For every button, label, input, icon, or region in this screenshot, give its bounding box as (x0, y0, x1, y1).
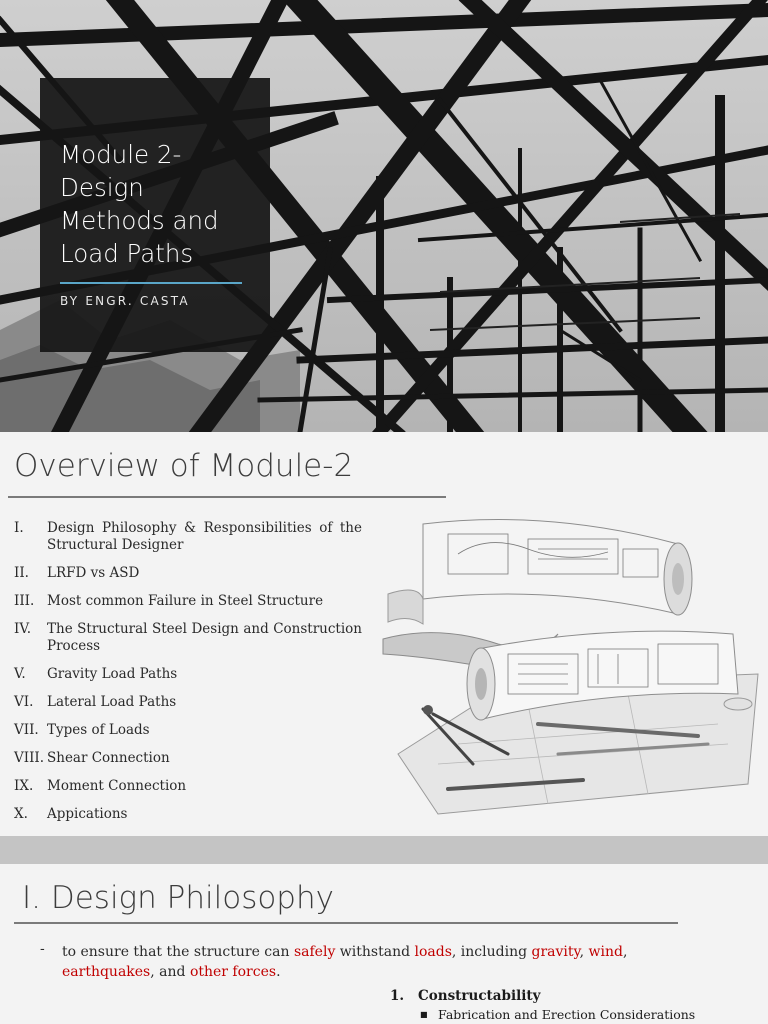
list-text: Gravity Load Paths (47, 666, 178, 682)
title-underline (8, 496, 446, 498)
list-text: LRFD vs ASD (47, 565, 140, 581)
list-text: Shear Connection (47, 750, 170, 766)
presentation-title (60, 138, 260, 270)
list-text: The Structural Steel Design and Construction Process (47, 621, 362, 654)
list-number: X. (14, 806, 28, 822)
overview-slide (0, 432, 768, 836)
text-run: . (276, 964, 281, 980)
title-line: Module 2- (60, 140, 182, 169)
title-line: Load Paths (60, 239, 194, 268)
dash-bullet: - (40, 941, 45, 957)
list-item (14, 593, 362, 610)
list-item (14, 621, 362, 655)
list-item (14, 722, 362, 739)
list-text: Most common Failure in Steel Structure (47, 593, 324, 609)
text-run: to ensure that the structure can (62, 944, 294, 960)
slide-separator (0, 836, 768, 864)
list-item (14, 694, 362, 711)
sub-bullet-text: Fabrication and Erection Considerations (438, 1007, 696, 1022)
title-accent-rule (60, 282, 242, 284)
title-line: Methods and (60, 206, 219, 235)
emphasis-text: safely (293, 944, 336, 960)
list-text: Appications (47, 806, 128, 822)
list-item (14, 806, 362, 823)
list-item (14, 750, 362, 767)
square-bullet-icon: ■ (420, 1010, 428, 1019)
list-text: Moment Connection (47, 778, 187, 794)
list-number: II. (14, 565, 29, 581)
list-number: VI. (14, 694, 34, 710)
emphasis-text: loads (414, 944, 452, 960)
item-text: Constructability (418, 988, 541, 1004)
list-number: IV. (14, 621, 32, 637)
title-line: Design (60, 173, 144, 202)
module-outline-list (14, 520, 362, 834)
text-run: withstand (335, 944, 415, 960)
list-item (14, 666, 362, 683)
list-number: V. (14, 666, 26, 682)
author-byline: BY ENGR. CASTA (60, 294, 190, 308)
sub-bullet-item (420, 1007, 695, 1022)
item-number: 1. (390, 988, 405, 1004)
text-run: , including (451, 944, 532, 960)
list-number: VII. (14, 722, 39, 738)
list-text: Types of Loads (47, 722, 150, 738)
numbered-item (390, 988, 540, 1004)
list-number: III. (14, 593, 35, 609)
list-item (14, 520, 362, 554)
text-run: , (579, 944, 589, 960)
emphasis-text: gravity (531, 944, 580, 960)
list-number: I. (14, 520, 24, 536)
list-number: IX. (14, 778, 34, 794)
slide-title: Overview of Module-2 (14, 448, 354, 484)
emphasis-text: wind (588, 944, 623, 960)
emphasis-text: earthquakes (62, 964, 151, 980)
list-text: Lateral Load Paths (47, 694, 177, 710)
title-box (40, 78, 270, 352)
text-run: , (622, 944, 628, 960)
text-run: , and (150, 964, 190, 980)
title-slide (0, 0, 768, 432)
list-text: Design Philosophy & Responsibilities of the Structural Designer (47, 520, 362, 553)
list-number: VIII. (14, 750, 45, 766)
philosophy-paragraph (62, 942, 662, 982)
list-item (14, 565, 362, 582)
list-item (14, 778, 362, 795)
slide-title: I. Design Philosophy (22, 880, 334, 916)
blueprint-illustration (378, 504, 763, 824)
design-philosophy-slide (0, 864, 768, 1024)
emphasis-text: other forces (189, 964, 277, 980)
title-underline (14, 922, 678, 924)
